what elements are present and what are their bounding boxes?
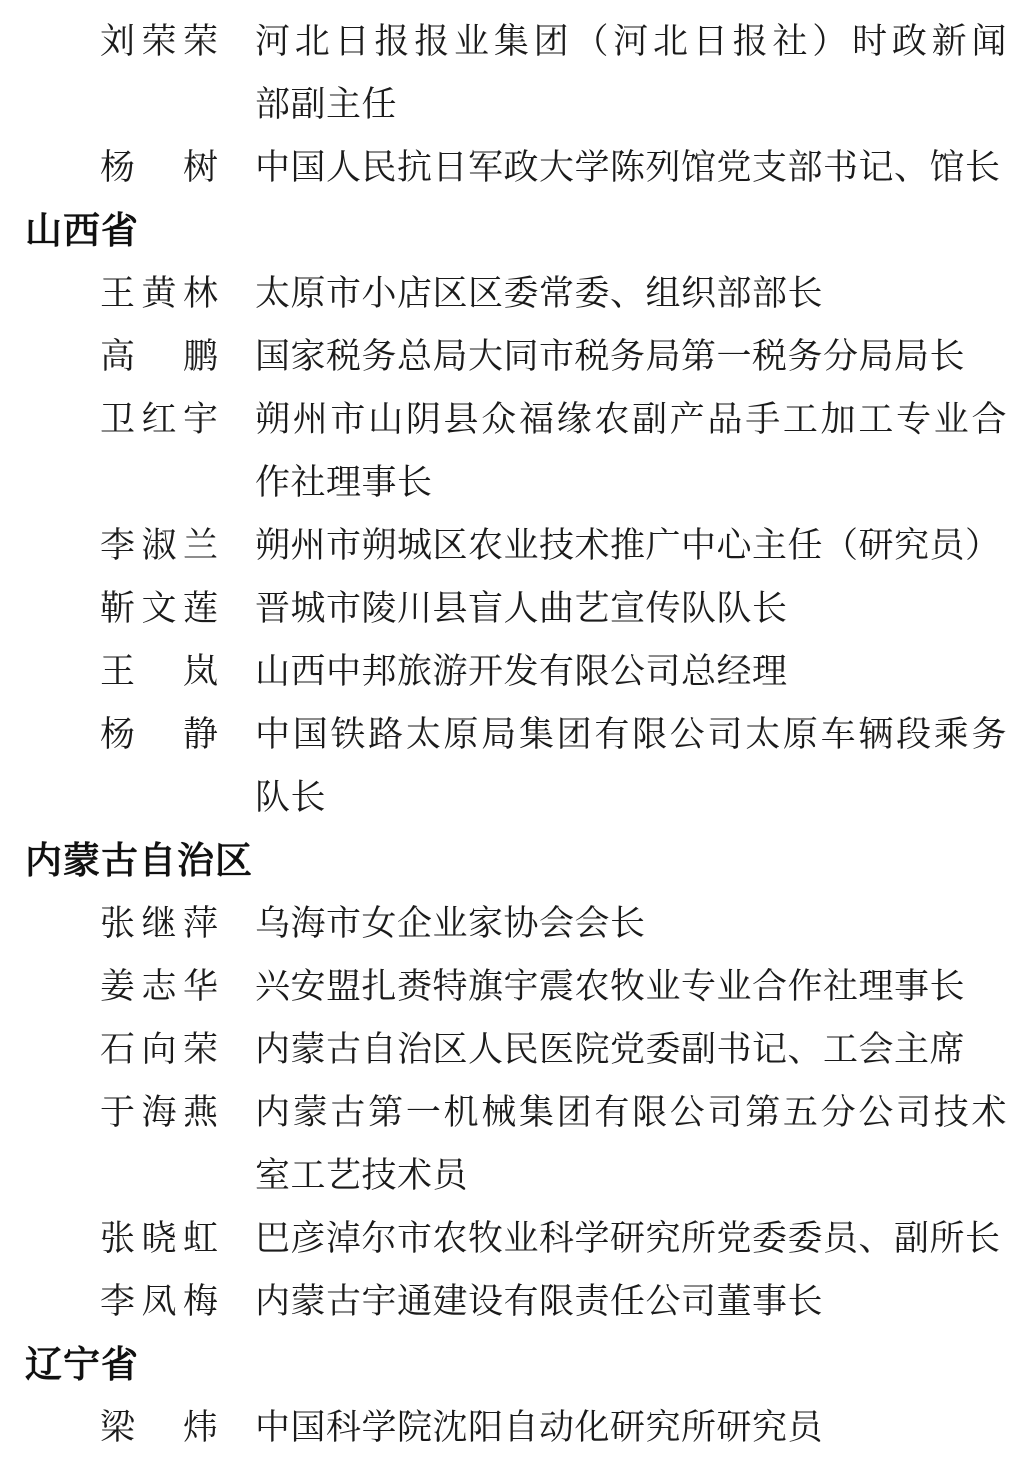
entry-description xyxy=(255,262,1007,325)
entry-description xyxy=(255,892,1007,955)
entry-name: 于海燕 xyxy=(100,1093,218,1132)
entry-name: 李凤梅 xyxy=(100,1282,218,1321)
entry-description xyxy=(255,1018,1007,1081)
entry-description-line: 国家税务总局大同市税务局第一税务分局局长 xyxy=(255,337,966,376)
entry-description-line: 队长 xyxy=(255,778,327,817)
entry-name: 王 岚 xyxy=(100,652,218,691)
entry-description-line: 中国铁路太原局集团有限公司太原车辆段乘务 xyxy=(255,715,1007,754)
entry-name: 王黄林 xyxy=(100,274,218,313)
entry-row xyxy=(0,1018,1025,1081)
entry-description xyxy=(255,1270,1007,1333)
entry-description xyxy=(255,1207,1007,1270)
entry-name: 杨 静 xyxy=(100,715,218,754)
entry-description-line: 晋城市陵川县盲人曲艺宣传队队长 xyxy=(255,589,788,628)
entry-description xyxy=(255,325,1007,388)
entry-row xyxy=(0,514,1025,577)
entry-row xyxy=(0,1270,1025,1333)
entry-row xyxy=(0,955,1025,1018)
entry-row xyxy=(0,1081,1025,1207)
entry-name: 张继萍 xyxy=(100,904,218,943)
entry-description xyxy=(255,136,1007,199)
section-neimenggu xyxy=(0,829,1025,1333)
entry-row xyxy=(0,10,1025,136)
entry-description-line: 朔州市山阴县众福缘农副产品手工加工专业合 xyxy=(255,400,1007,439)
entry-row xyxy=(0,703,1025,829)
section-header-liaoning: 辽宁省 xyxy=(25,1344,139,1385)
entry-row xyxy=(0,388,1025,514)
entry-row xyxy=(0,577,1025,640)
entry-description-line: 部副主任 xyxy=(255,85,398,124)
entry-description xyxy=(255,388,1007,514)
entry-description-line: 中国人民抗日军政大学陈列馆党支部书记、馆长 xyxy=(255,148,1001,187)
entry-description xyxy=(255,640,1007,703)
entry-row xyxy=(0,262,1025,325)
entry-row xyxy=(0,1207,1025,1270)
entry-row xyxy=(0,892,1025,955)
entry-row xyxy=(0,1396,1025,1459)
entry-description-line: 太原市小店区区委常委、组织部部长 xyxy=(255,274,824,313)
entry-description-line: 山西中邦旅游开发有限公司总经理 xyxy=(255,652,788,691)
entry-name: 杨 树 xyxy=(100,148,218,187)
entry-description xyxy=(255,514,1007,577)
entry-name: 卫红宇 xyxy=(100,400,218,439)
entry-description-line: 巴彦淖尔市农牧业科学研究所党委委员、副所长 xyxy=(255,1219,1001,1258)
entry-description xyxy=(255,1396,1007,1459)
entry-description xyxy=(255,10,1007,136)
entry-name: 高 鹏 xyxy=(100,337,218,376)
entry-description xyxy=(255,577,1007,640)
section-intro-continued xyxy=(0,10,1025,199)
section-header-neimenggu: 内蒙古自治区 xyxy=(25,840,253,881)
entry-description-line: 室工艺技术员 xyxy=(255,1156,469,1195)
entry-name: 张晓虹 xyxy=(100,1219,218,1258)
entry-description-line: 内蒙古宇通建设有限责任公司董事长 xyxy=(255,1282,824,1321)
entry-description-line: 中国科学院沈阳自动化研究所研究员 xyxy=(255,1408,824,1447)
entry-name: 刘荣荣 xyxy=(100,22,218,61)
entry-description-line: 兴安盟扎赉特旗宇震农牧业专业合作社理事长 xyxy=(255,967,966,1006)
section-liaoning xyxy=(0,1333,1025,1459)
entry-description-line: 作社理事长 xyxy=(255,463,433,502)
entry-description xyxy=(255,703,1007,829)
entry-description-line: 河北日报报业集团（河北日报社）时政新闻 xyxy=(255,22,1007,61)
section-header-shanxi: 山西省 xyxy=(25,210,139,251)
entry-name: 石向荣 xyxy=(100,1030,218,1069)
section-shanxi xyxy=(0,199,1025,829)
entry-description-line: 朔州市朔城区农业技术推广中心主任（研究员） xyxy=(255,526,1001,565)
entry-description-line: 内蒙古第一机械集团有限公司第五分公司技术 xyxy=(255,1093,1007,1132)
entry-description-line: 内蒙古自治区人民医院党委副书记、工会主席 xyxy=(255,1030,966,1069)
entry-name: 姜志华 xyxy=(100,967,218,1006)
entry-row xyxy=(0,136,1025,199)
entry-row xyxy=(0,325,1025,388)
entry-row xyxy=(0,640,1025,703)
entry-name: 梁 炜 xyxy=(100,1408,218,1447)
entry-description xyxy=(255,955,1007,1018)
entry-name: 李淑兰 xyxy=(100,526,218,565)
entry-description-line: 乌海市女企业家协会会长 xyxy=(255,904,646,943)
entry-name: 靳文莲 xyxy=(100,589,218,628)
entry-description xyxy=(255,1081,1007,1207)
